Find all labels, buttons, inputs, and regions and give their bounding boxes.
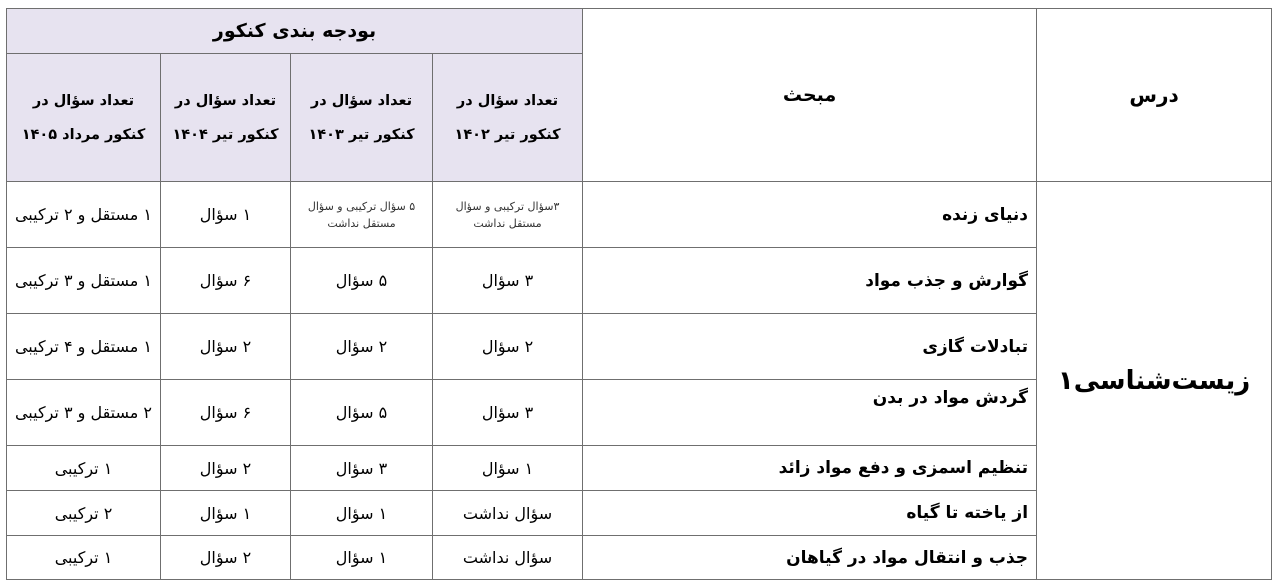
year-header-line1: تعداد سؤال در: [456, 92, 559, 109]
cell-1405: ۱ مستقل و ۳ ترکیبی: [7, 248, 161, 314]
topic-cell: جذب و انتقال مواد در گیاهان: [583, 536, 1037, 580]
cell-1405: ۱ مستقل و ۴ ترکیبی: [7, 314, 161, 380]
cell-1403: ۱ سؤال: [291, 491, 433, 536]
cell-1404: ۲ سؤال: [161, 446, 291, 491]
year-header-line2: کنکور مرداد ۱۴۰۵: [21, 126, 146, 143]
cell-1403: ۲ سؤال: [291, 314, 433, 380]
cell-1402: ۳سؤال ترکیبی و سؤال مستقل نداشت: [433, 182, 583, 248]
topic-cell: گوارش و جذب مواد: [583, 248, 1037, 314]
cell-1405: ۲ مستقل و ۳ ترکیبی: [7, 380, 161, 446]
year-header-1405: [7, 54, 161, 182]
cell-1404: ۶ سؤال: [161, 248, 291, 314]
cell-1404: ۲ سؤال: [161, 314, 291, 380]
year-header-line2: کنکور تیر ۱۴۰۲: [454, 126, 561, 143]
year-header-1402: [433, 54, 583, 182]
year-header-1404: [161, 54, 291, 182]
cell-1402: سؤال نداشت: [433, 491, 583, 536]
cell-1402: ۳ سؤال: [433, 248, 583, 314]
cell-1403: ۵ سؤال: [291, 380, 433, 446]
lesson-header: درس: [1037, 9, 1272, 182]
topic-cell: تبادلات گازی: [583, 314, 1037, 380]
cell-1404: ۱ سؤال: [161, 182, 291, 248]
topic-cell: دنیای زنده: [583, 182, 1037, 248]
budget-header: بودجه بندی کنکور: [7, 9, 583, 54]
year-header-line1: تعداد سؤال در: [310, 92, 413, 109]
cell-1402: ۱ سؤال: [433, 446, 583, 491]
cell-1403: ۵ سؤال ترکیبی و سؤال مستقل نداشت: [291, 182, 433, 248]
cell-1403: ۵ سؤال: [291, 248, 433, 314]
cell-1403: ۳ سؤال: [291, 446, 433, 491]
cell-1405: ۲ ترکیبی: [7, 491, 161, 536]
lesson-cell: زیست‌شناسی۱: [1037, 182, 1272, 580]
header-row-1: [7, 9, 1272, 54]
year-header-line1: تعداد سؤال در: [32, 92, 135, 109]
year-header-line2: کنکور تیر ۱۴۰۳: [308, 126, 415, 143]
cell-1404: ۲ سؤال: [161, 536, 291, 580]
cell-1402: ۳ سؤال: [433, 380, 583, 446]
topic-cell: تنظیم اسمزی و دفع مواد زائد: [583, 446, 1037, 491]
cell-1402: سؤال نداشت: [433, 536, 583, 580]
cell-1403: ۱ سؤال: [291, 536, 433, 580]
cell-1405: ۱ ترکیبی: [7, 536, 161, 580]
cell-1404: ۱ سؤال: [161, 491, 291, 536]
topic-cell: از یاخته تا گیاه: [583, 491, 1037, 536]
topic-header: مبحث: [583, 9, 1037, 182]
cell-1405: ۱ مستقل و ۲ ترکیبی: [7, 182, 161, 248]
budget-table: [6, 8, 1272, 580]
year-header-1403: [291, 54, 433, 182]
cell-1402: ۲ سؤال: [433, 314, 583, 380]
year-header-line1: تعداد سؤال در: [174, 92, 277, 109]
cell-1404: ۶ سؤال: [161, 380, 291, 446]
table-row: [7, 182, 1272, 248]
year-header-line2: کنکور تیر ۱۴۰۴: [172, 126, 279, 143]
cell-1405: ۱ ترکیبی: [7, 446, 161, 491]
topic-cell: گردش مواد در بدن: [583, 380, 1037, 446]
